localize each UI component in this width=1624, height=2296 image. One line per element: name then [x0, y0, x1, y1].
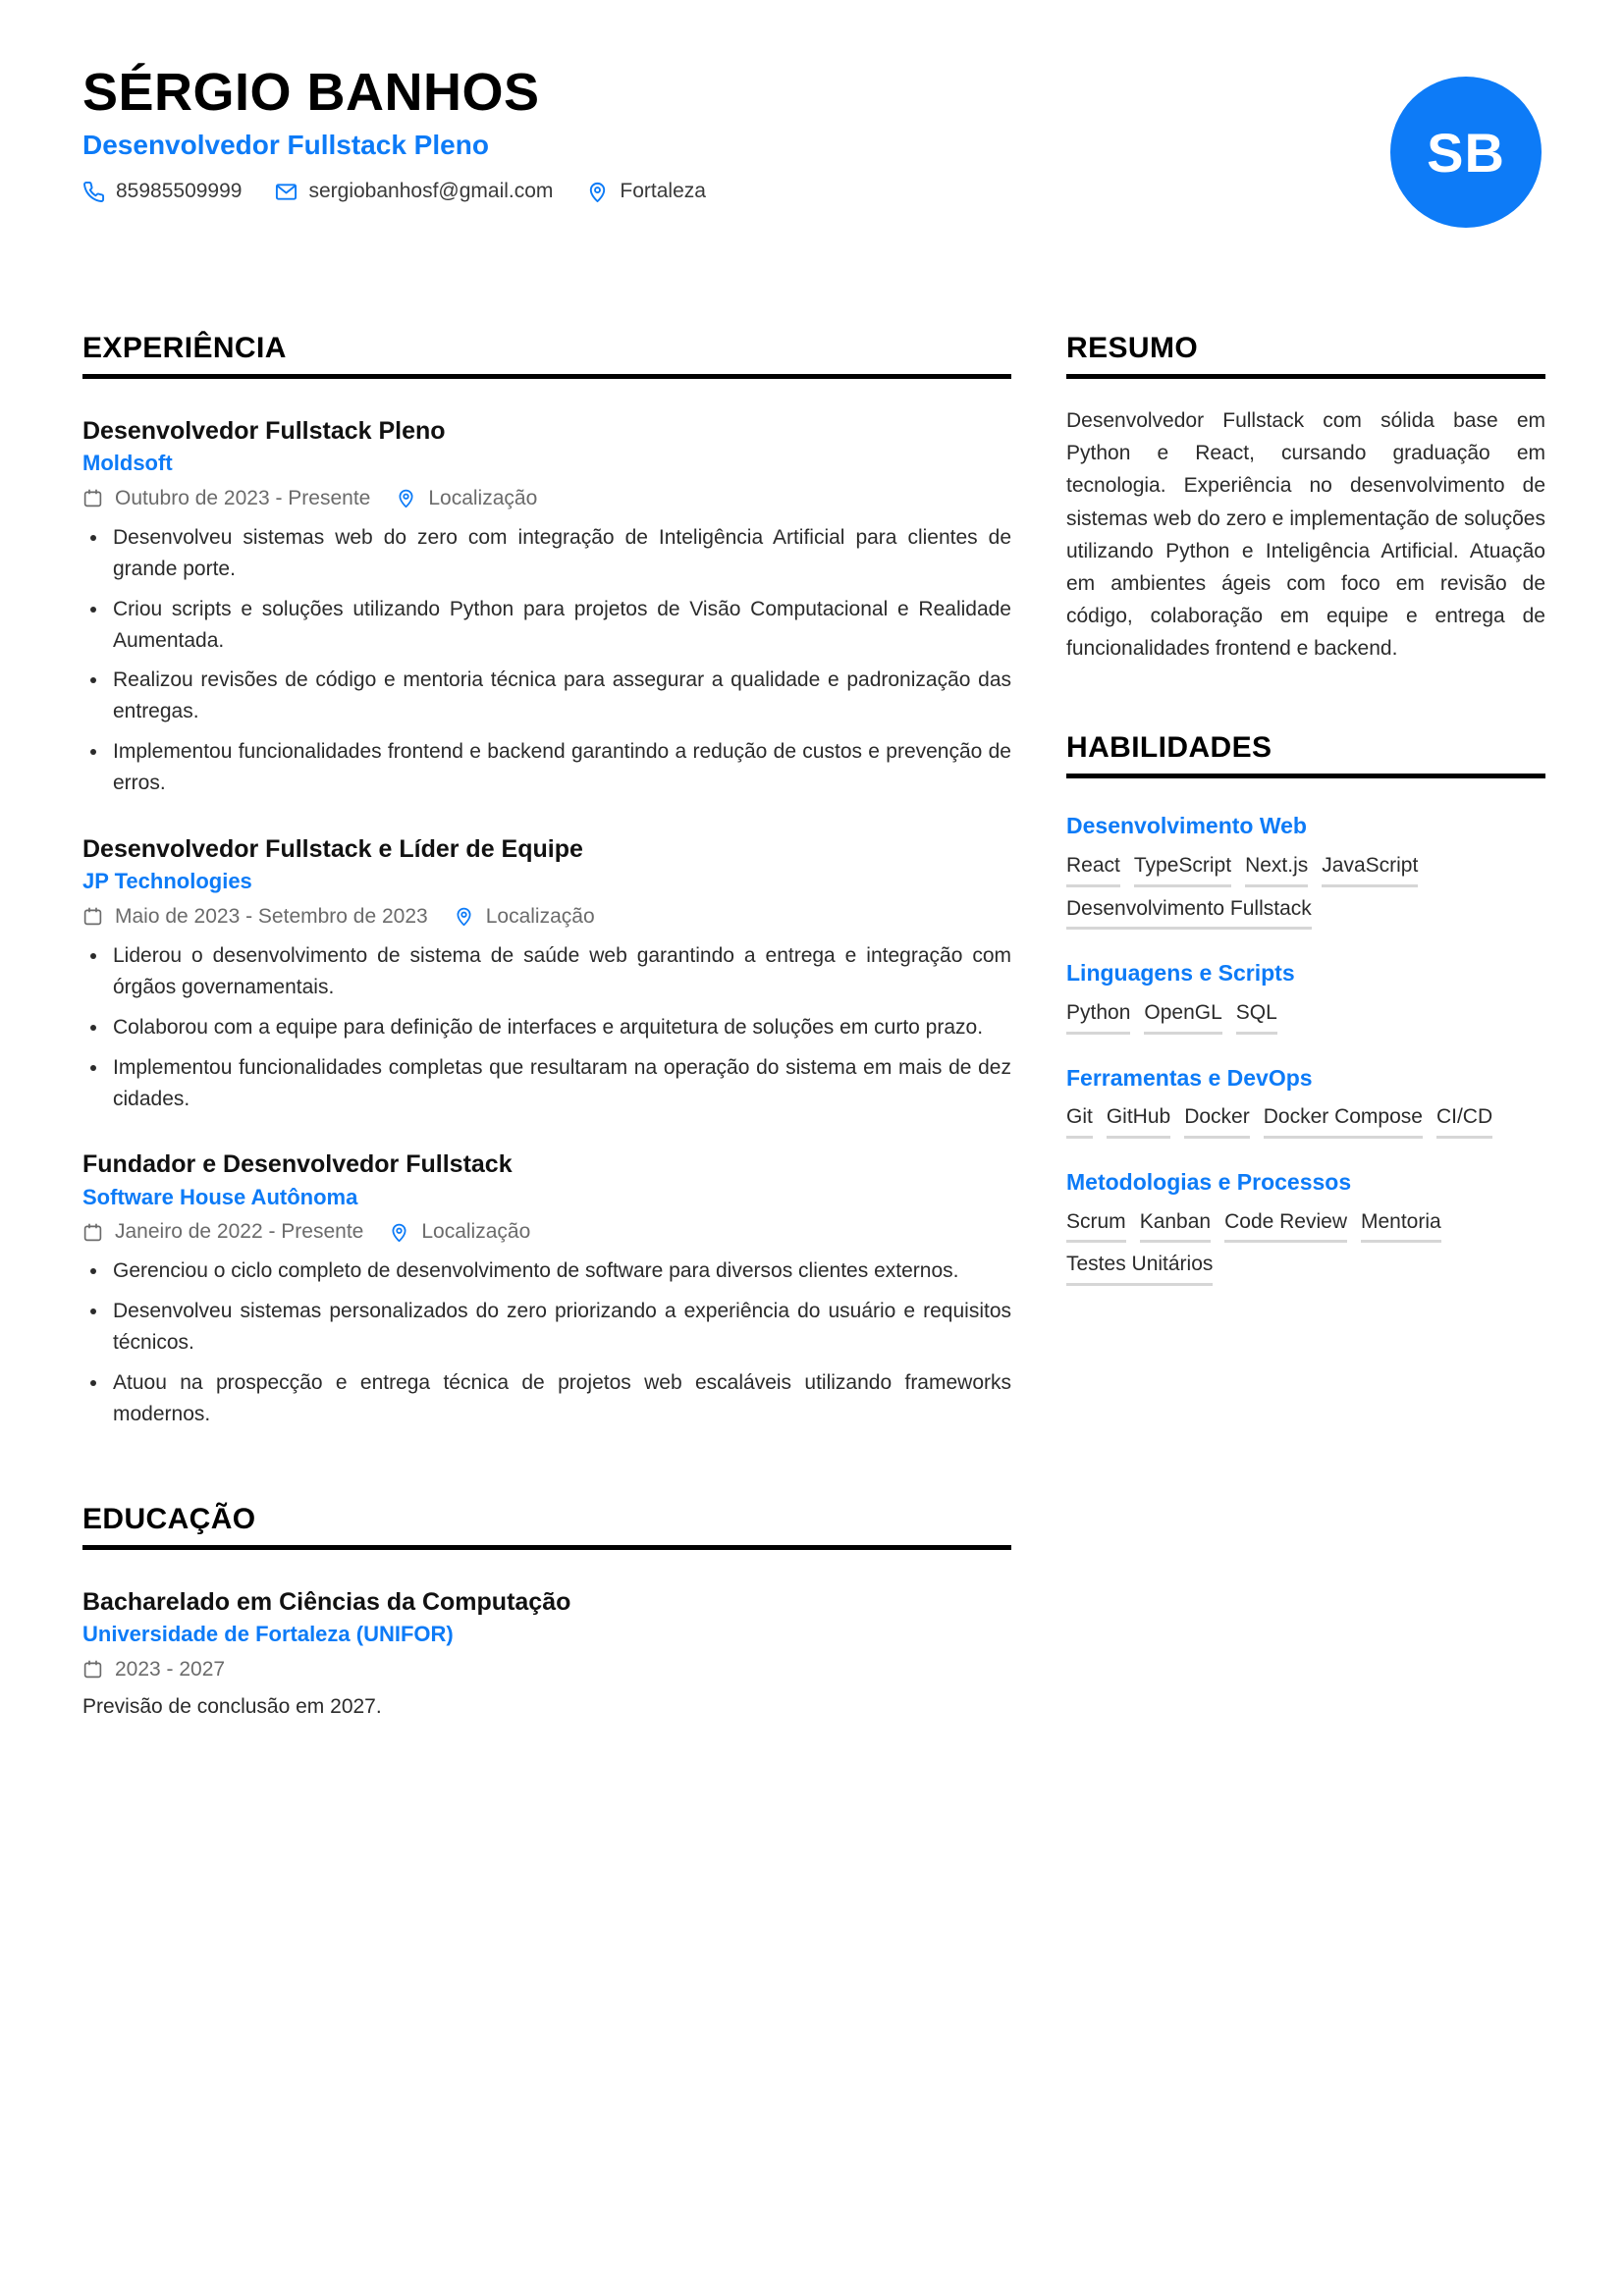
job-company: Moldsoft: [82, 451, 173, 476]
job-dates-value: Janeiro de 2022 - Presente: [115, 1220, 364, 1244]
contact-location[interactable]: [586, 180, 706, 203]
skill-group: [1066, 1064, 1545, 1139]
calendar-icon: [82, 1222, 103, 1243]
right-column: [1066, 332, 1545, 1286]
education-dates-value: 2023 - 2027: [115, 1657, 226, 1681]
resume-body: [82, 332, 1545, 1722]
skill-group: [1066, 959, 1545, 1034]
skill-tag: TypeScript: [1134, 850, 1231, 887]
job-bullets: [82, 940, 1011, 1115]
contact-email[interactable]: [275, 180, 553, 203]
location-pin-icon: [454, 906, 474, 927]
skill-tag-list: [1066, 1206, 1545, 1286]
job-company: Software House Autônoma: [82, 1184, 358, 1209]
section-rule: [1066, 774, 1545, 778]
experience-item: [82, 1149, 1011, 1429]
skill-group-title: Desenvolvimento Web: [1066, 813, 1307, 839]
section-education: [82, 1503, 1011, 1722]
skill-tag: GitHub: [1107, 1101, 1170, 1139]
job-bullet: Liderou o desenvolvimento de sistema de saúde web garantindo a entrega e integração com órgãos governamentais.: [82, 940, 1011, 1003]
contact-phone-value: 85985509999: [116, 180, 243, 203]
skill-tag: React: [1066, 850, 1120, 887]
skill-tag: CI/CD: [1436, 1101, 1492, 1139]
calendar-icon: [82, 906, 103, 927]
skill-group-title: Metodologias e Processos: [1066, 1168, 1352, 1195]
avatar-initials: SB: [1427, 121, 1505, 184]
job-title: Desenvolvedor Fullstack Pleno: [82, 417, 446, 445]
job-bullet: Atuou na prospecção e entrega técnica de projetos web escaláveis utilizando frameworks modernos.: [82, 1367, 1011, 1430]
section-rule: [1066, 374, 1545, 379]
job-dates: [82, 487, 370, 510]
skill-tag: Docker: [1184, 1101, 1250, 1139]
job-dates: [82, 905, 428, 929]
skill-tag: Next.js: [1245, 850, 1308, 887]
job-dates-value: Outubro de 2023 - Presente: [115, 486, 371, 509]
job-location: [454, 905, 595, 929]
section-rule: [82, 374, 1011, 379]
education-item: [82, 1587, 1011, 1722]
skill-tag-list: [1066, 850, 1545, 930]
job-meta: [82, 1220, 1011, 1244]
job-title: Desenvolvedor Fullstack e Líder de Equipe: [82, 835, 583, 864]
job-bullet: Implementou funcionalidades completas que resultaram na operação do sistema em mais de dez cidades.: [82, 1052, 1011, 1115]
section-skills: [1066, 731, 1545, 1285]
skill-tag: Python: [1066, 997, 1130, 1035]
resume-header: [82, 63, 1542, 269]
skill-tag-list: [1066, 997, 1545, 1035]
section-summary: [1066, 332, 1545, 665]
section-title-education: EDUCAÇÃO: [82, 1502, 256, 1535]
skill-tag: Mentoria: [1361, 1206, 1441, 1244]
experience-item: [82, 834, 1011, 1114]
contact-email-value: sergiobanhosf@gmail.com: [308, 180, 554, 203]
job-bullet: Colaborou com a equipe para definição de interfaces e arquitetura de soluções em curto prazo.: [82, 1012, 1011, 1043]
section-title-summary: RESUMO: [1066, 332, 1199, 364]
job-location-value: Localização: [485, 904, 595, 928]
location-pin-icon: [586, 181, 609, 203]
candidate-headline: Desenvolvedor Fullstack Pleno: [82, 130, 489, 161]
job-company: JP Technologies: [82, 869, 252, 894]
skill-tag: SQL: [1236, 997, 1277, 1035]
location-pin-icon: [389, 1222, 409, 1243]
education-note: Previsão de conclusão em 2027.: [82, 1694, 382, 1718]
job-bullet: Gerenciou o ciclo completo de desenvolvimento de software para diversos clientes externos.: [82, 1255, 1011, 1287]
skill-tag: Git: [1066, 1101, 1093, 1139]
job-title: Fundador e Desenvolvedor Fullstack: [82, 1150, 513, 1179]
skill-group-title: Ferramentas e DevOps: [1066, 1064, 1313, 1091]
job-bullet: Criou scripts e soluções utilizando Python para projetos de Visão Computacional e Realidade Aumentada.: [82, 594, 1011, 657]
section-title-skills: HABILIDADES: [1066, 731, 1272, 765]
skill-tag: Code Review: [1224, 1206, 1347, 1244]
skill-tag: Testes Unitários: [1066, 1249, 1213, 1286]
skill-tag: OpenGL: [1144, 997, 1221, 1035]
contact-row: [82, 180, 1542, 203]
job-meta: [82, 487, 1011, 510]
section-title-experience: EXPERIÊNCIA: [82, 332, 287, 364]
candidate-name: SÉRGIO BANHOS: [82, 63, 540, 122]
skill-group: [1066, 1168, 1545, 1286]
job-bullets: [82, 1255, 1011, 1430]
job-bullet: Implementou funcionalidades frontend e backend garantindo a redução de custos e prevenção de erros.: [82, 736, 1011, 799]
skill-tag: JavaScript: [1322, 850, 1418, 887]
phone-icon: [82, 181, 105, 203]
summary-text: Desenvolvedor Fullstack com sólida base em Python e React, cursando graduação em tecnologia. Experiência no desenvolvimento de sistemas web do zero e implementação de soluções utilizando Python e Inteligência Artificial. Atuação em ambientes ágeis com foco em revisão de código, colaboração em equipe e entrega de funcionalidades frontend e backend.: [1066, 409, 1545, 661]
skill-tag: Scrum: [1066, 1206, 1126, 1244]
experience-item: [82, 416, 1011, 799]
section-experience: [82, 332, 1011, 1430]
avatar: [1390, 77, 1542, 228]
left-column: [82, 332, 1011, 1722]
job-location: [396, 487, 537, 510]
skill-tag: Kanban: [1140, 1206, 1211, 1244]
skill-tag: Docker Compose: [1264, 1101, 1423, 1139]
job-bullets: [82, 522, 1011, 799]
education-school: Universidade de Fortaleza (UNIFOR): [82, 1622, 454, 1647]
calendar-icon: [82, 488, 103, 508]
skill-group-title: Linguagens e Scripts: [1066, 960, 1295, 987]
job-location-value: Localização: [421, 1220, 531, 1244]
job-bullet: Realizou revisões de código e mentoria técnica para assegurar a qualidade e padronização das entregas.: [82, 665, 1011, 727]
email-icon: [275, 181, 298, 203]
section-rule: [82, 1545, 1011, 1550]
skill-group: [1066, 812, 1545, 930]
education-meta: [82, 1658, 1011, 1682]
job-meta: [82, 905, 1011, 929]
job-location-value: Localização: [428, 486, 538, 509]
education-degree: Bacharelado em Ciências da Computação: [82, 1587, 571, 1616]
job-bullet: Desenvolveu sistemas web do zero com integração de Inteligência Artificial para clientes de grande porte.: [82, 522, 1011, 585]
job-location: [389, 1220, 530, 1244]
job-dates-value: Maio de 2023 - Setembro de 2023: [115, 904, 428, 928]
skill-tag-list: [1066, 1101, 1545, 1139]
skill-tag: Desenvolvimento Fullstack: [1066, 893, 1312, 931]
education-dates: [82, 1658, 225, 1682]
contact-location-value: Fortaleza: [620, 180, 706, 203]
location-pin-icon: [396, 488, 416, 508]
contact-phone[interactable]: [82, 180, 242, 203]
calendar-icon: [82, 1659, 103, 1680]
job-dates: [82, 1220, 363, 1244]
job-bullet: Desenvolveu sistemas personalizados do zero priorizando a experiência do usuário e requisitos técnicos.: [82, 1296, 1011, 1359]
